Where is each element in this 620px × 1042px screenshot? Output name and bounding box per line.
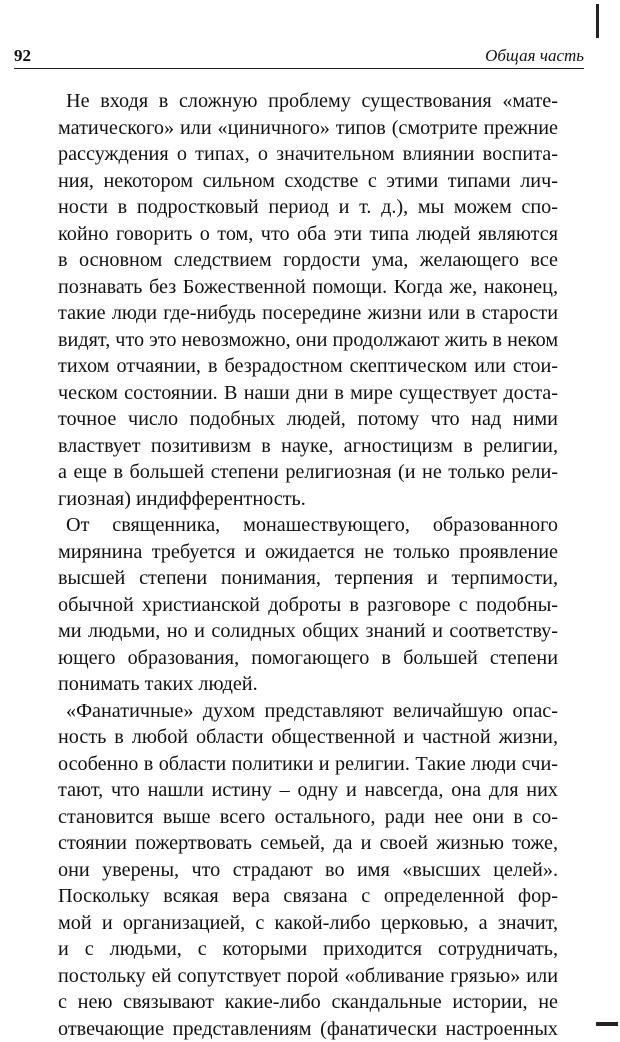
text-line: а еще в большей степени религиозная (и не только рели-	[58, 459, 558, 486]
text-line: такие люди где-нибудь посередине жизни или в старости	[58, 300, 558, 327]
text-line: становится выше всего остального, ради нее они в со-	[58, 804, 558, 831]
text-line: с нею связывают какие-либо скандальные истории, не	[58, 989, 558, 1016]
text-line: властвует позитивизм в науке, агностицизм в религии,	[58, 433, 558, 460]
text-line: «Фанатичные» духом представляют величайшую опас-	[66, 698, 558, 725]
text-line: понимать таких людей.	[58, 671, 558, 698]
text-line: высшей степени понимания, терпения и терпимости,	[58, 565, 558, 592]
text-line: постольку ей сопутствует порой «обливание грязью» или	[58, 963, 558, 990]
text-line: познавать без Божественной помощи. Когда же, наконец,	[58, 274, 558, 301]
text-line: мой и организацией, с какой-либо церковью, а значит,	[58, 910, 558, 937]
text-line: точное число подобных людей, потому что над ними	[58, 406, 558, 433]
text-line: видят, что это невозможно, они продолжают жить в неком	[58, 327, 558, 354]
text-line: ность в любой области общественной и частной жизни,	[58, 724, 558, 751]
text-line: тают, что нашли истину – одну и навсегда, она для них	[58, 777, 558, 804]
text-line: в основном следствием гордости ума, желающего все	[58, 247, 558, 274]
text-line: От священника, монашествующего, образованного	[66, 512, 558, 539]
text-line: ния, некотором сильном сходстве с этими типами лич-	[58, 168, 558, 195]
text-line: тихом отчаянии, в безрадостном скептическом или стои-	[58, 353, 558, 380]
text-line: особенно в области политики и религии. Такие люди счи-	[58, 751, 558, 778]
page-number: 92	[14, 46, 31, 66]
text-line: мирянина требуется и ожидается не только проявление	[58, 539, 558, 566]
text-line: гиозная) индифферентность.	[58, 486, 558, 513]
text-line: и с людьми, с которыми приходится сотрудничать,	[58, 936, 558, 963]
text-line: Поскольку всякая вера связана с определенной фор-	[58, 883, 558, 910]
running-head: Общая часть	[485, 46, 584, 66]
text-line: ности в подростковый период и т. д.), мы можем спо-	[58, 194, 558, 221]
text-line: ческом состоянии. В наши дни в мире существует доста-	[58, 380, 558, 407]
text-line: ющего образования, помогающего в большей степени	[58, 645, 558, 672]
text-line: стоянии пожертвовать семьей, да и своей жизнью тоже,	[58, 830, 558, 857]
page-header	[14, 44, 584, 69]
text-line: койно говорить о том, что оба эти типа людей являются	[58, 221, 558, 248]
text-line: обычной христианской доброты в разговоре с подобны-	[58, 592, 558, 619]
text-line: рассуждения о типах, о значительном влиянии воспита-	[58, 141, 558, 168]
text-line: Не входя в сложную проблему существования «мате-	[66, 88, 558, 115]
text-line: матического» или «циничного» типов (смотрите прежние	[58, 115, 558, 142]
text-line: отвечающие представлениям (фанатически настроенных	[58, 1016, 558, 1042]
scan-edge-mark-bottom	[596, 1022, 618, 1026]
scan-edge-mark	[596, 4, 599, 38]
text-line: они уверены, что страдают во имя «высших целей».	[58, 857, 558, 884]
text-line: ми людьми, но и солидных общих знаний и соответству-	[58, 618, 558, 645]
body-text	[58, 88, 558, 1042]
